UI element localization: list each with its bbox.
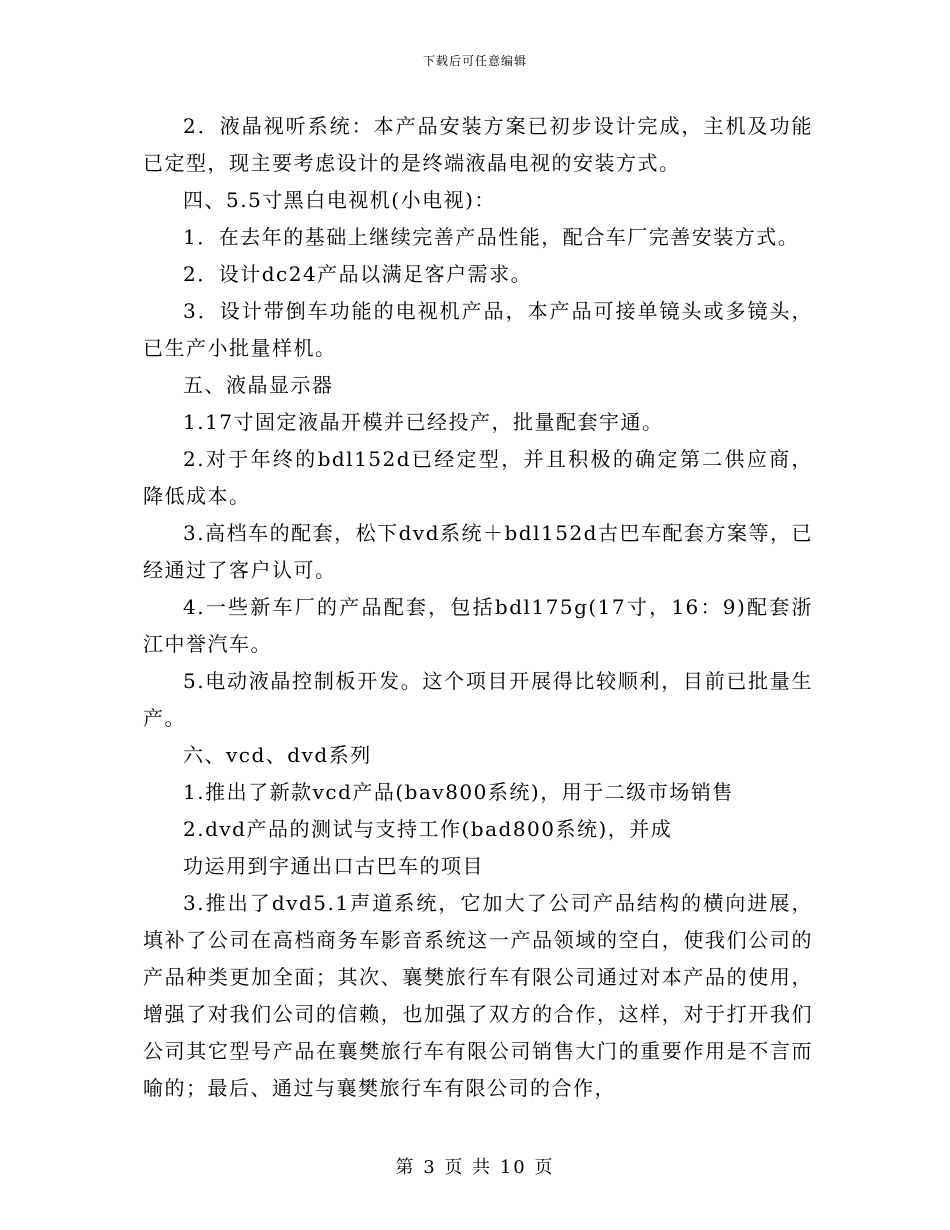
paragraph: 2.dvd产品的测试与支持工作(bad800系统)，并成 [183,817,673,841]
paragraph: 2．设计dc24产品以满足客户需求。 [183,262,533,286]
paragraph: 2．液晶视听系统：本产品安装方案已初步设计完成，主机及功能已定型，现主要考虑设计的是终端液晶电视的安装方式。 [143,114,813,175]
paragraph: 1.推出了新款vcd产品(bav800系统)，用于二级市场销售 [183,780,734,804]
section-heading: 六、vcd、dvd系列 [183,743,372,767]
section-heading: 四、5.5寸黑白电视机(小电视)： [183,188,496,212]
paragraph: 4.一些新车厂的产品配套，包括bdl175g(17寸，16：9)配套浙江中誉汽车。 [143,595,813,656]
paragraph: 3.高档车的配套，松下dvd系统＋bdl152d古巴车配套方案等，已经通过了客户认可。 [143,521,813,582]
paragraph: 功运用到宇通出口古巴车的项目 [183,854,484,878]
section-heading: 五、液晶显示器 [183,373,334,397]
paragraph: 5.电动液晶控制板开发。这个项目开展得比较顺利，目前已批量生产。 [143,669,813,730]
paragraph: 2.对于年终的bdl152d已经定型，并且积极的确定第二供应商，降低成本。 [143,447,813,508]
paragraph: 3．设计带倒车功能的电视机产品，本产品可接单镜头或多镜头，已生产小批量样机。 [143,299,813,360]
paragraph: 1.17寸固定液晶开模并已经投产，批量配套宇通。 [183,410,664,434]
paragraph: 1．在去年的基础上继续完善产品性能，配合车厂完善安装方式。 [183,225,800,249]
page-header: 下载后可任意编辑 [422,54,527,68]
paragraph: 3.推出了dvd5.1声道系统，它加大了公司产品结构的横向进展，填补了公司在高档商务车影音系统这一产品领域的空白，使我们公司的产品种类更加全面；其次、襄樊旅行车有限公司通过对本产品的使用，增强了对我们公司的信赖，也加强了双方的合作，这样，对于打开我们公司其它型号产品在襄樊旅行车有限公司销售大门的重要作用是不言而喻的；最后、通过与襄樊旅行车有限公司的合作， [143,891,813,1100]
document-body [143,108,813,1107]
page-number: 第 3 页 共 10 页 [395,1157,555,1178]
